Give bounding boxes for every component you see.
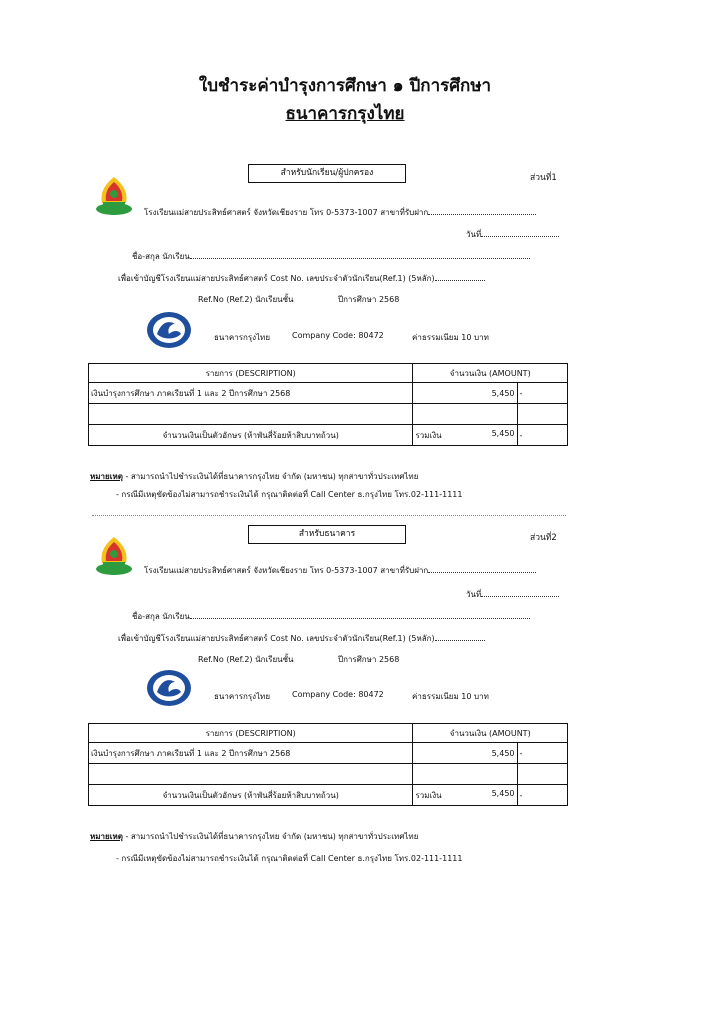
student-name-label: ชื่อ-สกุล นักเรียน xyxy=(132,612,190,621)
date-field[interactable] xyxy=(481,228,559,237)
page-subtitle: ธนาคารกรุงไทย xyxy=(285,104,405,124)
student-name-field[interactable] xyxy=(190,250,530,259)
part-number: ส่วนที่1 xyxy=(530,173,557,183)
bank-name: ธนาคารกรุงไทย xyxy=(214,333,271,342)
branch-field[interactable] xyxy=(428,564,536,573)
slip-label-box: สำหรับธนาคาร xyxy=(248,525,406,544)
col-description-header: รายการ (DESCRIPTION) xyxy=(89,364,413,383)
account-line xyxy=(118,632,485,645)
note-line-1 xyxy=(90,470,418,483)
branch-field[interactable] xyxy=(428,206,536,215)
blank-row-amount xyxy=(413,404,517,425)
part-number: ส่วนที่2 xyxy=(530,533,557,543)
academic-year: ปีการศึกษา 2568 xyxy=(338,655,400,664)
item-description: เงินบำรุงการศึกษา ภาคเรียนที่ 1 และ 2 ปีการศึกษา 2568 xyxy=(89,743,413,764)
item-satang: - xyxy=(517,743,568,764)
school-emblem-icon xyxy=(94,535,134,577)
note-line-1 xyxy=(90,830,418,843)
school-emblem-icon xyxy=(94,175,134,217)
payment-table xyxy=(88,723,568,806)
school-line xyxy=(144,206,536,219)
total-cell xyxy=(413,425,517,446)
account-info: เพื่อเข้าบัญชีโรงเรียนแม่สายประสิทธ์ศาสตร์ Cost No. เลขประจำตัวนักเรียน(Ref.1) (5หลัก) xyxy=(118,634,435,643)
date-line xyxy=(466,228,559,241)
item-amount: 5,450 xyxy=(413,383,517,404)
total-amount: 5,450 xyxy=(491,788,515,798)
total-satang: - xyxy=(517,785,568,806)
company-code: Company Code: 80472 xyxy=(292,331,384,340)
ref2-label: Ref.No (Ref.2) นักเรียนชั้น xyxy=(198,655,294,664)
fee-text: ค่าธรรมเนียม 10 บาท xyxy=(412,692,489,701)
note-1: - สามารถนำไปชำระเงินได้ที่ธนาคารกรุงไทย จำกัด (มหาชน) ทุกสาขาทั่วประเทศไทย xyxy=(125,472,419,481)
blank-row-desc xyxy=(89,764,413,785)
account-line xyxy=(118,272,485,285)
krungthai-bank-logo-icon xyxy=(145,310,193,350)
company-code: Company Code: 80472 xyxy=(292,690,384,699)
date-line xyxy=(466,588,559,601)
total-amount: 5,450 xyxy=(491,428,515,438)
school-info: โรงเรียนแม่สายประสิทธ์ศาสตร์ จังหวัดเชียงราย โทร 0-5373-1007 สาขาที่รับฝาก xyxy=(144,208,429,217)
total-label: รวมเงิน xyxy=(415,790,442,800)
item-description: เงินบำรุงการศึกษา ภาคเรียนที่ 1 และ 2 ปีการศึกษา 2568 xyxy=(89,383,413,404)
ref2-label: Ref.No (Ref.2) นักเรียนชั้น xyxy=(198,295,294,304)
blank-row-satang xyxy=(517,404,568,425)
academic-year: ปีการศึกษา 2568 xyxy=(338,295,400,304)
col-amount-header: จำนวนเงิน (AMOUNT) xyxy=(413,364,568,383)
school-line xyxy=(144,564,536,577)
amount-in-words: จำนวนเงินเป็นตัวอักษร (ห้าพันสี่ร้อยห้าสิบบาทถ้วน) xyxy=(89,425,413,446)
bank-name: ธนาคารกรุงไทย xyxy=(214,692,271,701)
slip-label-box: สำหรับนักเรียน/ผู้ปกครอง xyxy=(248,164,406,183)
total-cell xyxy=(413,785,517,806)
note-1: - สามารถนำไปชำระเงินได้ที่ธนาคารกรุงไทย จำกัด (มหาชน) ทุกสาขาทั่วประเทศไทย xyxy=(125,832,419,841)
krungthai-bank-logo-icon xyxy=(145,668,193,708)
total-satang: - xyxy=(517,425,568,446)
name-line xyxy=(132,610,530,623)
total-label: รวมเงิน xyxy=(415,430,442,440)
amount-in-words: จำนวนเงินเป็นตัวอักษร (ห้าพันสี่ร้อยห้าสิบบาทถ้วน) xyxy=(89,785,413,806)
blank-row-desc xyxy=(89,404,413,425)
note-label: หมายเหตุ xyxy=(90,472,123,481)
date-label: วันที่ xyxy=(466,590,482,599)
note-2: - กรณีมีเหตุขัดข้องไม่สามารถชำระเงินได้ กรุณาติดต่อที่ Call Center ธ.กรุงไทย โทร.02-111-1111 xyxy=(116,490,463,499)
item-amount: 5,450 xyxy=(413,743,517,764)
page-title: ใบชำระค่าบำรุงการศึกษา ๑ ปีการศึกษา xyxy=(198,76,492,96)
cut-line xyxy=(92,515,566,516)
note-label: หมายเหตุ xyxy=(90,832,123,841)
col-amount-header: จำนวนเงิน (AMOUNT) xyxy=(413,724,568,743)
fee-text: ค่าธรรมเนียม 10 บาท xyxy=(412,333,489,342)
payment-table xyxy=(88,363,568,446)
item-satang: - xyxy=(517,383,568,404)
blank-row-amount xyxy=(413,764,517,785)
ref1-field[interactable] xyxy=(435,272,485,281)
student-name-label: ชื่อ-สกุล นักเรียน xyxy=(132,252,190,261)
col-description-header: รายการ (DESCRIPTION) xyxy=(89,724,413,743)
ref1-field[interactable] xyxy=(435,632,485,641)
student-name-field[interactable] xyxy=(190,610,530,619)
date-label: วันที่ xyxy=(466,230,482,239)
note-2: - กรณีมีเหตุขัดข้องไม่สามารถชำระเงินได้ กรุณาติดต่อที่ Call Center ธ.กรุงไทย โทร.02-111-1111 xyxy=(116,854,463,863)
school-info: โรงเรียนแม่สายประสิทธ์ศาสตร์ จังหวัดเชียงราย โทร 0-5373-1007 สาขาที่รับฝาก xyxy=(144,566,429,575)
account-info: เพื่อเข้าบัญชีโรงเรียนแม่สายประสิทธ์ศาสตร์ Cost No. เลขประจำตัวนักเรียน(Ref.1) (5หลัก) xyxy=(118,274,435,283)
blank-row-satang xyxy=(517,764,568,785)
date-field[interactable] xyxy=(481,588,559,597)
name-line xyxy=(132,250,530,263)
